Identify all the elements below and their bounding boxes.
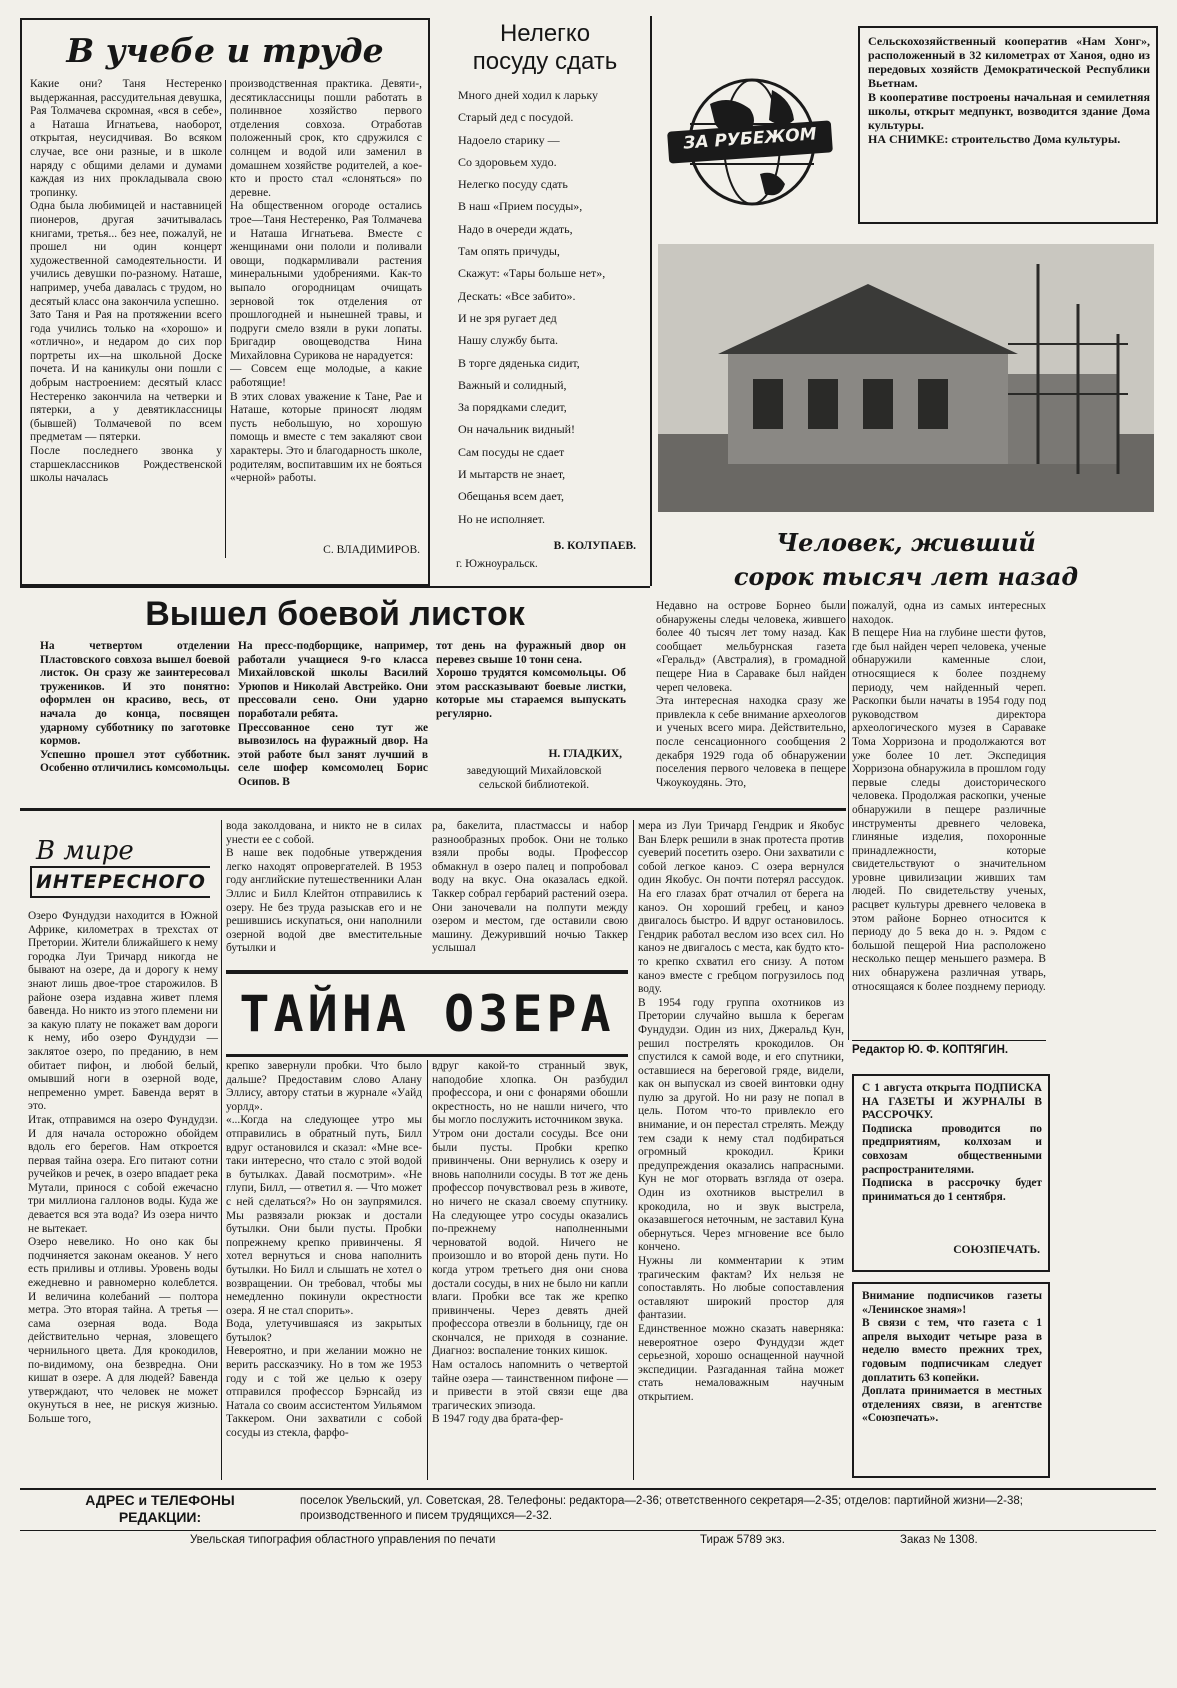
rubric-in-world [30, 836, 210, 906]
footer-label: АДРЕС и ТЕЛЕФОНЫ РЕДАКЦИИ: [85, 1492, 235, 1525]
column-rule [221, 820, 222, 1480]
horizontal-rule [20, 586, 650, 588]
leaflet-title: Вышел боевой листок [145, 595, 525, 633]
lake-col4: мера из Луи Тричард Гендрик и Якобус Ван Блерк решили в знак протеста против суеверий посетить озеро. Они захватили с собой легкое каноэ. С озера вернулся один Якобус. Он почти потерял рассудок. На его глазах брат отчалил от берега на каноэ. Он хороший гребец, и каноэ двигалось быстро. И вдруг остановилось. Гендрик работал веслом изо всех сил. Но каноэ не двигалось с места, как будто кто-то крепко схватил его снизу. А потом каноэ вместе с гребцом погрузилось под воду. В 1954 году группа охотников из Претории случайно вышла к берегам Фундудзи. Один из них, Джеральд Кун, решил пострелять крокодилов. Он спустился к самой воде, и его спутники, оставшиеся на береговой гряде, видели, как он выпускал из своей винтовки одну пулю за другой. Но ни разу не попал в цель. Потом что-то привлекло его внимание, и он перестал стрелять. Между тем сзади к нему стал подбираться огромный крокодил. Крики предупреждения оказались напрасными. Кун не мог оторвать взгляда от озера. Один из охотников выстрелил в крокодила, но и звук выстрела, оказавшегося неточным, не заставил Куна обернуться. Через мгновение все было кончено. Нужны ли комментарии к этим трагическим фактам? Их нельзя не сопоставлять. Но любые сопоставления оставляют широкий простор для фантазии. Единственное можно сказать наверняка: невероятное озеро Фундудзи ждет серьезной, хорошо оснащенной научной экспедиции. Разгаданная тайна может стать немаловажным научным открытием. [638, 820, 844, 1403]
article-study-author: С. ВЛАДИМИРОВ. [323, 544, 420, 556]
footer-address: поселок Увельский, ул. Советская, 28. Телефоны: редактора—2-36; ответственного секретаря—2-35; отделов: партийной жизни—2-38; производственного и писем трудящихся—2-32. [300, 1495, 1023, 1522]
abroad-text: Сельскохозяйственный кооператив «Нам Хонг», расположенный в 32 километрах от Ханоя, одно из передовых хозяйств Демократической Республики Вьетнам. В кооперативе построены начальная и семилетняя школы, открыт медпункт, возводится здание Дома культуры. НА СНИМКЕ: строительство Дома культуры. [868, 34, 1150, 146]
lake-col2a: вода заколдована, и никто не в силах унести ее с собой. В наше век подобные утверждения легко находят опровергателей. В 1953 году английские путешественники Алан Эллис и Билл Клейтон отправились к озеру. Не без труда разыскав его и не решившись искупаться, они наполнили озерной водой две вместительные бутылки и [226, 820, 422, 955]
lake-title: ТАЙНА ОЗЕРА [239, 985, 615, 1043]
leaflet-col1: На четвертом отделении Пластовского совхоза вышел боевой листок. Он сразу же заинтересовал тружеников. И это понятно: оформлен он красиво, весь, от начала до конца, посвящен ударному субботнику по заготовке кормов. Успешно прошел этот субботник. Особенно отличились комсомольцы. [40, 640, 230, 775]
man-col1: Недавно на острове Борнео были обнаружены следы человека, жившего более 40 тысяч лет тому назад. Как сообщает мельбурнская газета «Геральд» (Австралия), в громадной пещере Ниа в Сараваке был найден череп человека. Эта интересная находка сразу же привлекла к себе внимание археологов и ученых всего мира. Действительно, после сенсационного сообщения 2 декабря 1929 года об обнаружении поселения первого человека в пещере Чжоукоудянь. Это, [656, 600, 846, 789]
column-rule [225, 80, 226, 558]
notice-text: Внимание подписчиков газеты «Ленинское знамя»! В связи с тем, что газета с 1 апреля выходит четыре раза в неделю вместо прежних трех, годовым подписчикам следует доплатить 63 копейки. Доплата принимается в местных отделениях связи, в агентстве «Союзпечать». [862, 1290, 1042, 1425]
lake-col3a: ра, бакелита, пластмассы и набор разнообразных пробок. Они не только взяли пробы воды. Профессор обмакнул в озеро палец и попробовал воду на вкус. Она оказалась едкой. Таккер собрал гербарий растений озера. Они заночевали на полпути между озером и местом, где оставили свою машину. Дежуривший ночью Таккер услышал [432, 820, 628, 955]
footer-printer: Увельская типография областного управления по печати [190, 1534, 496, 1546]
horizontal-rule [852, 1040, 1046, 1041]
poem-author: В. КОЛУПАЕВ. [553, 540, 636, 552]
title-rule-top [226, 970, 628, 974]
subscription-sign: СОЮЗПЕЧАТЬ. [953, 1244, 1040, 1256]
footer-order: Заказ № 1308. [900, 1534, 978, 1546]
article-study-col2: производственная практика. Девяти-, десятиклассницы пошли работать в полинвное хозяйство первого отделения совхоза. Отработав положенный срок, кто сдружился с солнцем и водой или заменил в домашнем хозяйстве родителей, а кое-кто и просто стал «слоняться» по деревне. На общественном огороде остались трое—Таня Нестеренко, Рая Толмачева и Наташа Игнатьева. Вместе с женщинами они пололи и поливали овощи, подкармливали растения минеральными удобрениями. Как-то выпало огородницам очищать зерновой ток отделения от прошлогодней и нынешней травы, и подруги смело взяли в руки лопаты. Бригадир овощеводства Нина Михайловна Сурикова не нарадуется: — Совсем еще молодые, а какие работящие! В этих словах уважение к Тане, Рае и Наташе, которые приносят людям пусть небольшую, но хорошую помощь и вместе с тем закаляют свои характеры. Это и благодарность школе, родителям, воспитавшим их не бояться «черной» работы. [230, 78, 422, 485]
poem-title-line2: посуду сдать [472, 48, 618, 75]
lake-col1: Озеро Фундудзи находится в Южной Африке, километрах в трехстах от Претории. Жители ближайшего к нему городка Луи Тричард никогда не бывают на озере, да и дорогу к нему знают лишь двое-трое старожилов. В районе озера издавна живет племя бавенда. Но никто из этого племени ни за какую плату не покажет вам дороги к нему, ибо озеро Фундудзи — заклятое озеро, по преданию, в нем обитает пифон, и любой белый, омывший ноги в озерной воде, непременно умрет. Бавенда верят в это. Итак, отправимся на озеро Фундудзи. И для начала осторожно обойдем вдоль его берегов. Нам откроется первая тайна озера. Его питают сотни ручейков и речек, в озеро впадает река Мутали, принося с собой ежечасно три миллиона галлонов воды. Куда же девается вся эта вода? Из озера ничто не вытекает. Озеро невелико. Но оно как бы подчиняется законам океанов. У него есть приливы и отливы. Уровень воды ежедневно и равномерно колеблется. И величина колебаний — полтора метра. Это вторая тайна. А третья — сама озерная вода. Вода действительно черная, зловещего чернильного цвета. Для крокодилов, по-видимому, она безвредна. Они кишат в озере. А для людей? Бавенда утверждают, что человек не может окунуться в нее, не рискуя жизнью. Больше того, [28, 910, 218, 1425]
man-col2: пожалуй, одна из самых интересных находок. В пещере Ниа на глубине шести футов, где был найден череп человека, ученые обнаружили каменные слои, относящиеся к более позднему периоду, чем найденный череп. Раскопки были начаты в 1954 году под руководством директора археологического музея в Сараваке Тома Хорризона и продолжаются вот уже более 10 лет. Экспедиция Хорризона обнаружила в прошлом году первые следы доисторического человека. Продолжая раскопки, ученые обнаружили в пещере различные инструменты древнего человека, глиняные изделия, похоронные принадлежности, которые свидетельствуют о значительном уровне цивилизации живших там людей. По свидетельству ученых, расцвет культуры древнего человека в этом районе Борнео относится к периоду до 5 века до н. э. Рядом с большой пещерой Ниа расположено несколько пещер меньшего размера. В них обнаружена различная утварь, относящаяся к более позднему периоду. [852, 600, 1046, 993]
leaflet-author-role: заведующий Михайловской сельской библиотекой. [466, 765, 602, 791]
rubric-line1: В мире [36, 836, 134, 866]
section-divider [20, 808, 846, 811]
footer-rule [20, 1488, 1156, 1490]
section-rule [650, 16, 652, 586]
article-study-title: В учебе и труде [66, 31, 384, 70]
footer-rule [20, 1530, 1156, 1531]
leaflet-author: Н. ГЛАДКИХ, [548, 748, 622, 760]
footer-run: Тираж 5789 экз. [700, 1534, 785, 1546]
editor-line: Редактор Ю. Ф. КОПТЯГИН. [852, 1044, 1009, 1056]
poem-title-line1: Нелегко [499, 20, 591, 46]
leaflet-col3: тот день на фуражный двор он перевез свыше 10 тонн сена. Хорошо трудятся комсомольцы. Об этом рассказывают боевые листки, которые мы стараемся выпускать регулярно. [436, 640, 626, 720]
subscription-text: С 1 августа открыта ПОДПИСКА НА ГАЗЕТЫ И ЖУРНАЛЫ В РАССРОЧКУ. Подписка проводится по предприятиям, колхозам и совхозам общественными распространителями. Подписка в рассрочку будет приниматься до 1 сентября. [862, 1082, 1042, 1203]
lake-col3b: вдруг какой-то странный звук, наподобие хлопка. Он разбудил профессора, и они с фонарями обошли окрестность, но не нашли ничего, что бы могло послужить источником звука. Утром они достали сосуды. Все они были пусты. Пробки крепко привинчены. Они вернулись к озеру и вновь наполнили сосуды. В тот же день профессор почувствовал резь в животе, но ничего не сказал своему спутнику. На следующее утро сосуды оказались по-прежнему наполненными черноватой водой. Ничего не произошло и во второй день пути. Но когда утром третьего дня они снова достали сосуды, в них не было ни капли влаги. Пробки все так же крепко привинчены. Через девять дней профессора отвезли в больницу, где он скончался, не приходя в сознание. Диагноз: воспаление тонких кишок. Нам осталось напомнить о четвертой тайне озера — таинственном пифоне — и привести в этой связи еще два трагических эпизода. В 1947 году два брата-фер- [432, 1060, 628, 1426]
poem-text: Много дней ходил к ларьку Старый дед с посудой. Надоело старику — Со здоровьем худо. Нелегко посуду сдать В наш «Прием посуды», Надо в очереди ждать, Там опять причуды, Скажут: «Тары больше нет», Дескать: «Все забито». И не зря ругает дед Нашу службу быта. В торге дяденька сидит, Важный и солидный, За порядками следит, Он начальник видный! Сам посуды не сдает И мытарств не знает, Обещанья всем дает, Но не исполняет. [458, 88, 606, 526]
leaflet-col2: На пресс-подборщике, например, работали учащиеся 9-го класса Михайловской школы Василий Урюпов и Николай Австрейко. Они прессовали сено. Они ударно поработали ребята. Прессованное сено тут же вывозилось на фуражный двор. На этой работе был занят лучший в селе шофер комсомолец Борис Осипов. В [238, 640, 428, 788]
news-photo [658, 244, 1154, 512]
poem-place: г. Южноуральск. [456, 558, 538, 570]
lake-col2b: крепко завернули пробки. Что было дальше? Предоставим слово Алану Эллису, автору статьи в журнале «Уайд уорлд». «...Когда на следующее утро мы отправились в обратный путь, Билл вдруг остановился и сказал: «Мне все-таки интересно, что стало с этой водой в бутылках. Давай посмотрим». «Не глупи, Билл, — ответил я. — Что может с ней сделаться?» Но он заупрямился. Мы развязали рюкзак и достали бутылки. Они были пусты. Пробки попрежнему крепко привинчены. Я хотел вернуться и снова наполнить бутылки. Но Билл и слышать не хотел о возвращении. Он требовал, чтобы мы немедленно покинули окрестности озера. Я не стал спорить». Вода, улетучившаяся из закрытых бутылок? Невероятно, и при желании можно не верить рассказчику. Но в том же 1953 году и с той же целью к озеру отправился профессор Бэрнсайд из Натала со своим ассистентом Уильямом Таккером. Они захватили с собой сосуды из стекла, фарфо- [226, 1060, 422, 1440]
man-title-line1: Человек, живший [776, 528, 1036, 557]
abroad-badge-text: ЗА РУБЕЖОМ [682, 124, 818, 154]
title-rule-bottom [226, 1054, 628, 1057]
article-study-col1: Какие они? Таня Нестеренко выдержанная, рассудительная девушка, Рая Толмачева скромная, «вся в себе», а Наташа Игнатьева, наоборот, открытая, неусидчивая. Во всяком случае, все они разные, и в школе наряду с общими делами и думами каждая из них прокладывала свою тропинку. Одна была любимицей и наставницей пионеров, другая зачитывалась книгами, третья... без нее, пожалуй, не прошел ни один концерт художественной самодеятельности. И учились девушки по-разному. Наташе, например, учеба давалась с трудом, но десятый класс она закончила успешно. Зато Таня и Рая на протяжении всего года учились только на «хорошо» и «отлично», и недаром до сих пор портреты их—на школьной Доске почета. И на каникулы они пошли с добрым настроением: десятый класс Нестеренко закончила на четверки и пятерки, а у девятиклассницы (бывшей) Толмачевой по всем предметам — пятерки. После последнего звонка у старшеклассников Рождественской школы началась [30, 78, 222, 485]
rubric-line2: ИНТЕРЕСНОГО [30, 866, 210, 898]
column-rule [848, 600, 849, 1040]
column-rule [427, 1060, 428, 1480]
building-photo-icon [658, 244, 1154, 512]
column-rule [633, 820, 634, 1480]
man-title-line2: сорок тысяч лет назад [733, 562, 1079, 591]
